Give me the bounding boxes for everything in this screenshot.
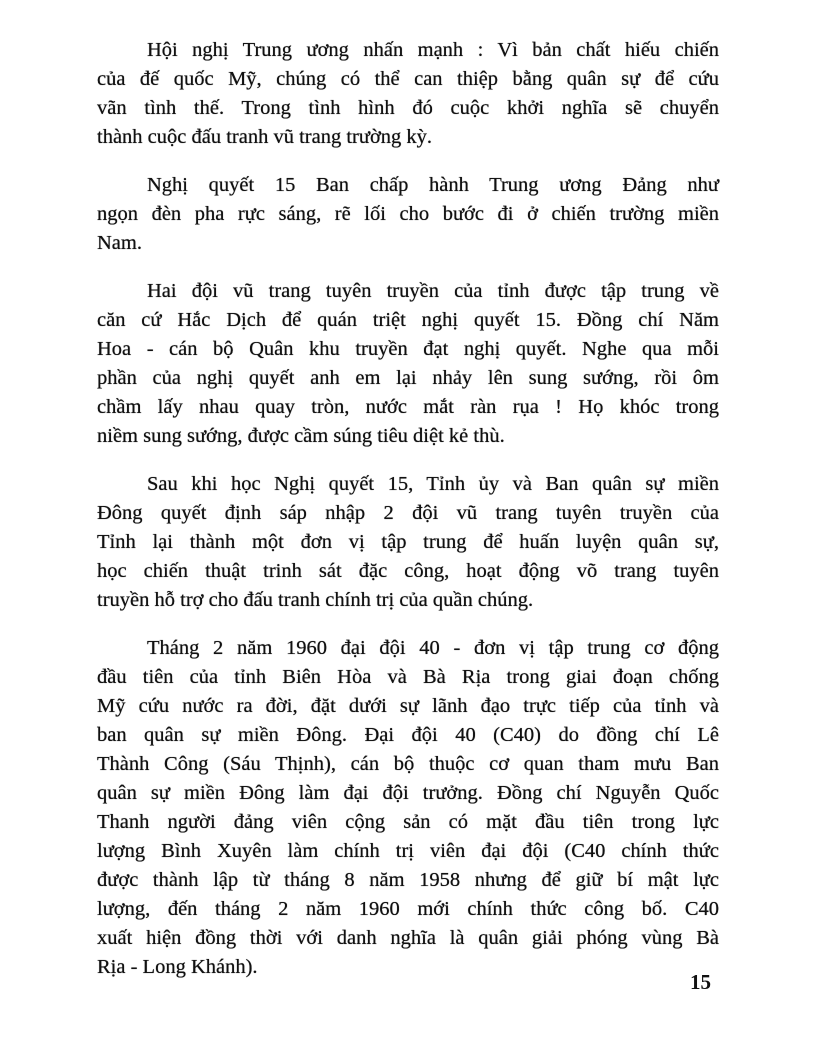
text-line: lượng, đến tháng 2 năm 1960 mới chính thức công bố. C40 (97, 898, 719, 920)
text-line: Thanh người đảng viên cộng sản có mặt đầu tiên trong lực (97, 811, 719, 833)
text-line: Đông quyết định sáp nhập 2 đội vũ trang tuyên truyền của (97, 502, 719, 524)
text-line: học chiến thuật trinh sát đặc công, hoạt động võ trang tuyên (97, 560, 719, 582)
text-line: Nghị quyết 15 Ban chấp hành Trung ương Đảng như (147, 174, 719, 196)
text-line: Sau khi học Nghị quyết 15, Tỉnh ủy và Ban quân sự miền (147, 473, 719, 495)
text-line: Hội nghị Trung ương nhấn mạnh : Vì bản chất hiếu chiến (147, 39, 719, 61)
text-line: vãn tình thế. Trong tình hình đó cuộc khởi nghĩa sẽ chuyển (97, 97, 719, 119)
paragraph (97, 171, 719, 258)
text-line: niềm sung sướng, được cầm súng tiêu diệt kẻ thù. (97, 425, 505, 447)
text-line: căn cứ Hắc Dịch để quán triệt nghị quyết 15. Đồng chí Năm (97, 309, 719, 331)
text-line: truyền hỗ trợ cho đấu tranh chính trị của quần chúng. (97, 589, 534, 611)
paragraph (97, 277, 719, 451)
text-line: được thành lập từ tháng 8 năm 1958 nhưng để giữ bí mật lực (97, 869, 719, 891)
text-line: Tháng 2 năm 1960 đại đội 40 - đơn vị tập trung cơ động (147, 637, 719, 659)
text-line: phần của nghị quyết anh em lại nhảy lên sung sướng, rồi ôm (97, 367, 719, 389)
text-line: Hai đội vũ trang tuyên truyền của tỉnh được tập trung về (147, 280, 719, 302)
text-line: của đế quốc Mỹ, chúng có thể can thiệp bằng quân sự để cứu (97, 68, 719, 90)
page-body (97, 36, 719, 1001)
text-line: xuất hiện đồng thời với danh nghĩa là quân giải phóng vùng Bà (97, 927, 719, 949)
text-line: Tỉnh lại thành một đơn vị tập trung để huấn luyện quân sự, (97, 531, 719, 553)
page-number: 15 (690, 970, 711, 994)
text-line: lượng Bình Xuyên làm chính trị viên đại đội (C40 chính thức (97, 840, 719, 862)
text-line: thành cuộc đấu tranh vũ trang trường kỳ. (97, 126, 433, 148)
text-line: Nam. (97, 232, 142, 254)
text-line: chầm lấy nhau quay tròn, nước mắt ràn rụa ! Họ khóc trong (97, 396, 719, 418)
paragraph (97, 36, 719, 152)
text-line: ngọn đèn pha rực sáng, rẽ lối cho bước đi ở chiến trường miền (97, 203, 719, 225)
paragraph (97, 634, 719, 982)
text-line: Mỹ cứu nước ra đời, đặt dưới sự lãnh đạo trực tiếp của tỉnh và (97, 695, 719, 717)
text-line: đầu tiên của tỉnh Biên Hòa và Bà Rịa trong giai đoạn chống (97, 666, 719, 688)
text-line: Thành Công (Sáu Thịnh), cán bộ thuộc cơ quan tham mưu Ban (97, 753, 719, 775)
text-line: Hoa - cán bộ Quân khu truyền đạt nghị quyết. Nghe qua mỗi (97, 338, 719, 360)
text-line: ban quân sự miền Đông. Đại đội 40 (C40) do đồng chí Lê (97, 724, 719, 746)
text-line: Rịa - Long Khánh). (97, 956, 258, 978)
paragraph (97, 470, 719, 615)
text-line: quân sự miền Đông làm đại đội trưởng. Đồng chí Nguyễn Quốc (97, 782, 719, 804)
